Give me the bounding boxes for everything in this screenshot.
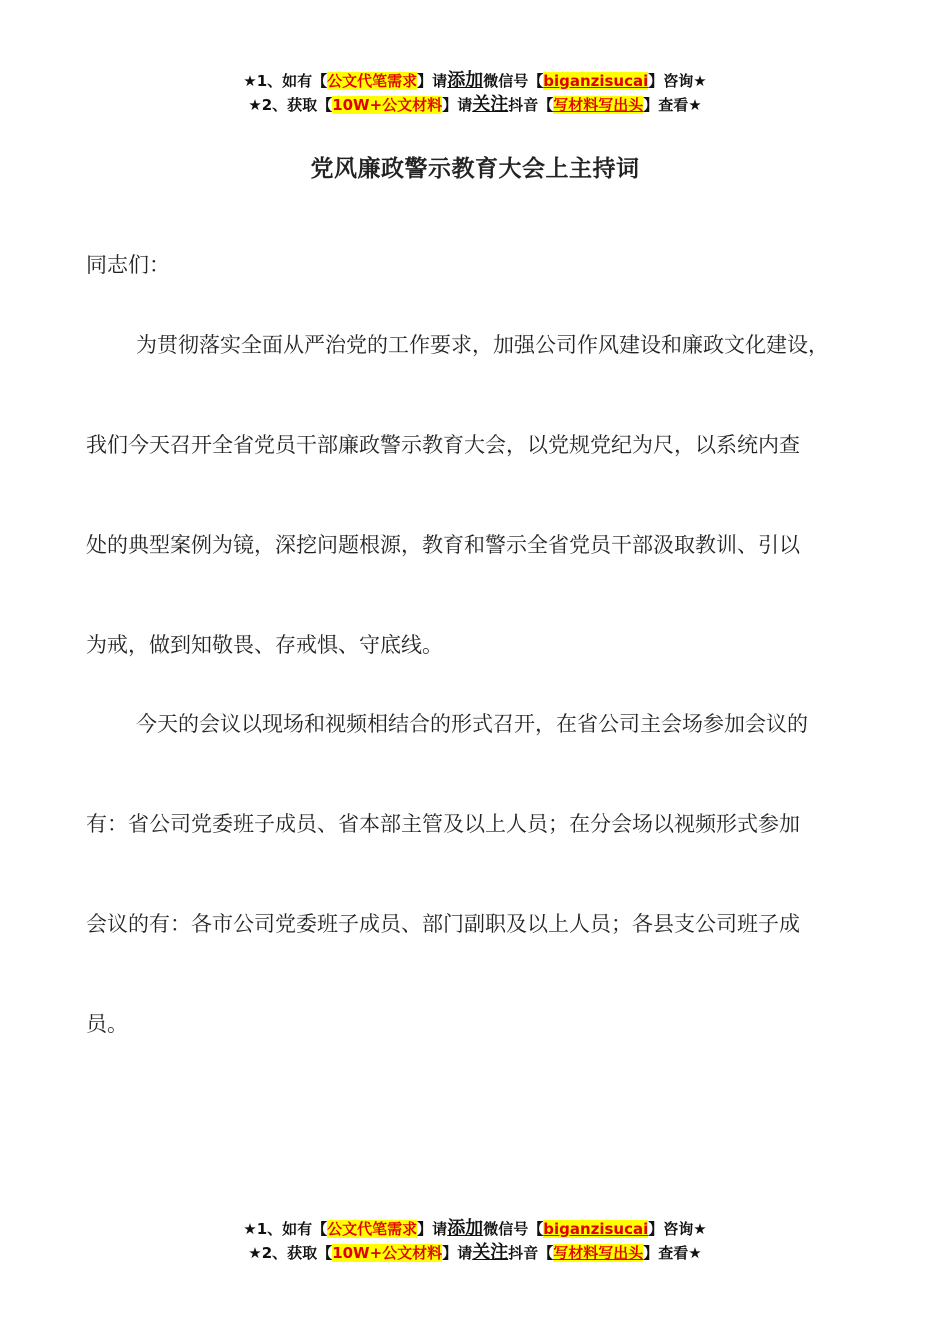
banner-emphasis: 关注 xyxy=(472,1242,509,1263)
banner-line-2 xyxy=(0,1241,950,1265)
paragraph-line: 为戒，做到知敬畏、存戒惧、守底线。 xyxy=(86,633,443,657)
wechat-id-link[interactable]: biganzisucai xyxy=(543,72,649,90)
banner-line-2 xyxy=(0,93,950,117)
banner-text: 抖音【 xyxy=(508,96,554,114)
banner-text: 】查看★ xyxy=(643,1244,702,1262)
banner-highlight: 10W+公文材料 xyxy=(332,1244,443,1262)
banner-highlight: 10W+公文材料 xyxy=(332,96,443,114)
banner-line-1 xyxy=(0,69,950,93)
banner-emphasis: 添加 xyxy=(447,1218,484,1239)
banner-text: 】咨询★ xyxy=(648,72,707,90)
paragraph-line: 我们今天召开全省党员干部廉政警示教育大会，以党规党纪为尺，以系统内查 xyxy=(86,433,800,457)
banner-highlight: 公文代笔需求 xyxy=(327,72,418,90)
banner-text: 】请 xyxy=(442,1244,473,1262)
greeting: 同志们： xyxy=(86,253,170,277)
banner-text: 】请 xyxy=(442,96,473,114)
douyin-account-link[interactable]: 写材料写出头 xyxy=(553,1244,644,1262)
douyin-account-link[interactable]: 写材料写出头 xyxy=(553,96,644,114)
banner-text: 微信号【 xyxy=(483,1220,544,1238)
paragraph-line: 员。 xyxy=(86,1012,128,1036)
banner-emphasis: 关注 xyxy=(472,94,509,115)
bottom-banner xyxy=(0,1217,950,1265)
paragraph-line: 为贯彻落实全面从严治党的工作要求，加强公司作风建设和廉政文化建设， xyxy=(136,333,829,357)
banner-text: 微信号【 xyxy=(483,72,544,90)
banner-emphasis: 添加 xyxy=(447,70,484,91)
document-title: 党风廉政警示教育大会上主持词 xyxy=(310,156,640,182)
paragraph-line: 今天的会议以现场和视频相结合的形式召开，在省公司主会场参加会议的 xyxy=(136,712,808,736)
banner-text: ★1、如有【 xyxy=(243,72,328,90)
banner-line-1 xyxy=(0,1217,950,1241)
top-banner xyxy=(0,69,950,117)
paragraph-line: 会议的有：各市公司党委班子成员、部门副职及以上人员；各县支公司班子成 xyxy=(86,912,800,936)
paragraph-1 xyxy=(86,330,876,730)
wechat-id-link[interactable]: biganzisucai xyxy=(543,1220,649,1238)
banner-highlight: 公文代笔需求 xyxy=(327,1220,418,1238)
paragraph-2 xyxy=(86,709,876,1109)
banner-text: 抖音【 xyxy=(508,1244,554,1262)
banner-text: ★2、获取【 xyxy=(248,96,333,114)
paragraph-line: 有：省公司党委班子成员、省本部主管及以上人员；在分会场以视频形式参加 xyxy=(86,812,800,836)
banner-text: 】请 xyxy=(417,1220,448,1238)
banner-text: 】请 xyxy=(417,72,448,90)
banner-text: 】咨询★ xyxy=(648,1220,707,1238)
banner-text: ★2、获取【 xyxy=(248,1244,333,1262)
paragraph-line: 处的典型案例为镜，深挖问题根源，教育和警示全省党员干部汲取教训、引以 xyxy=(86,533,800,557)
banner-text: ★1、如有【 xyxy=(243,1220,328,1238)
banner-text: 】查看★ xyxy=(643,96,702,114)
